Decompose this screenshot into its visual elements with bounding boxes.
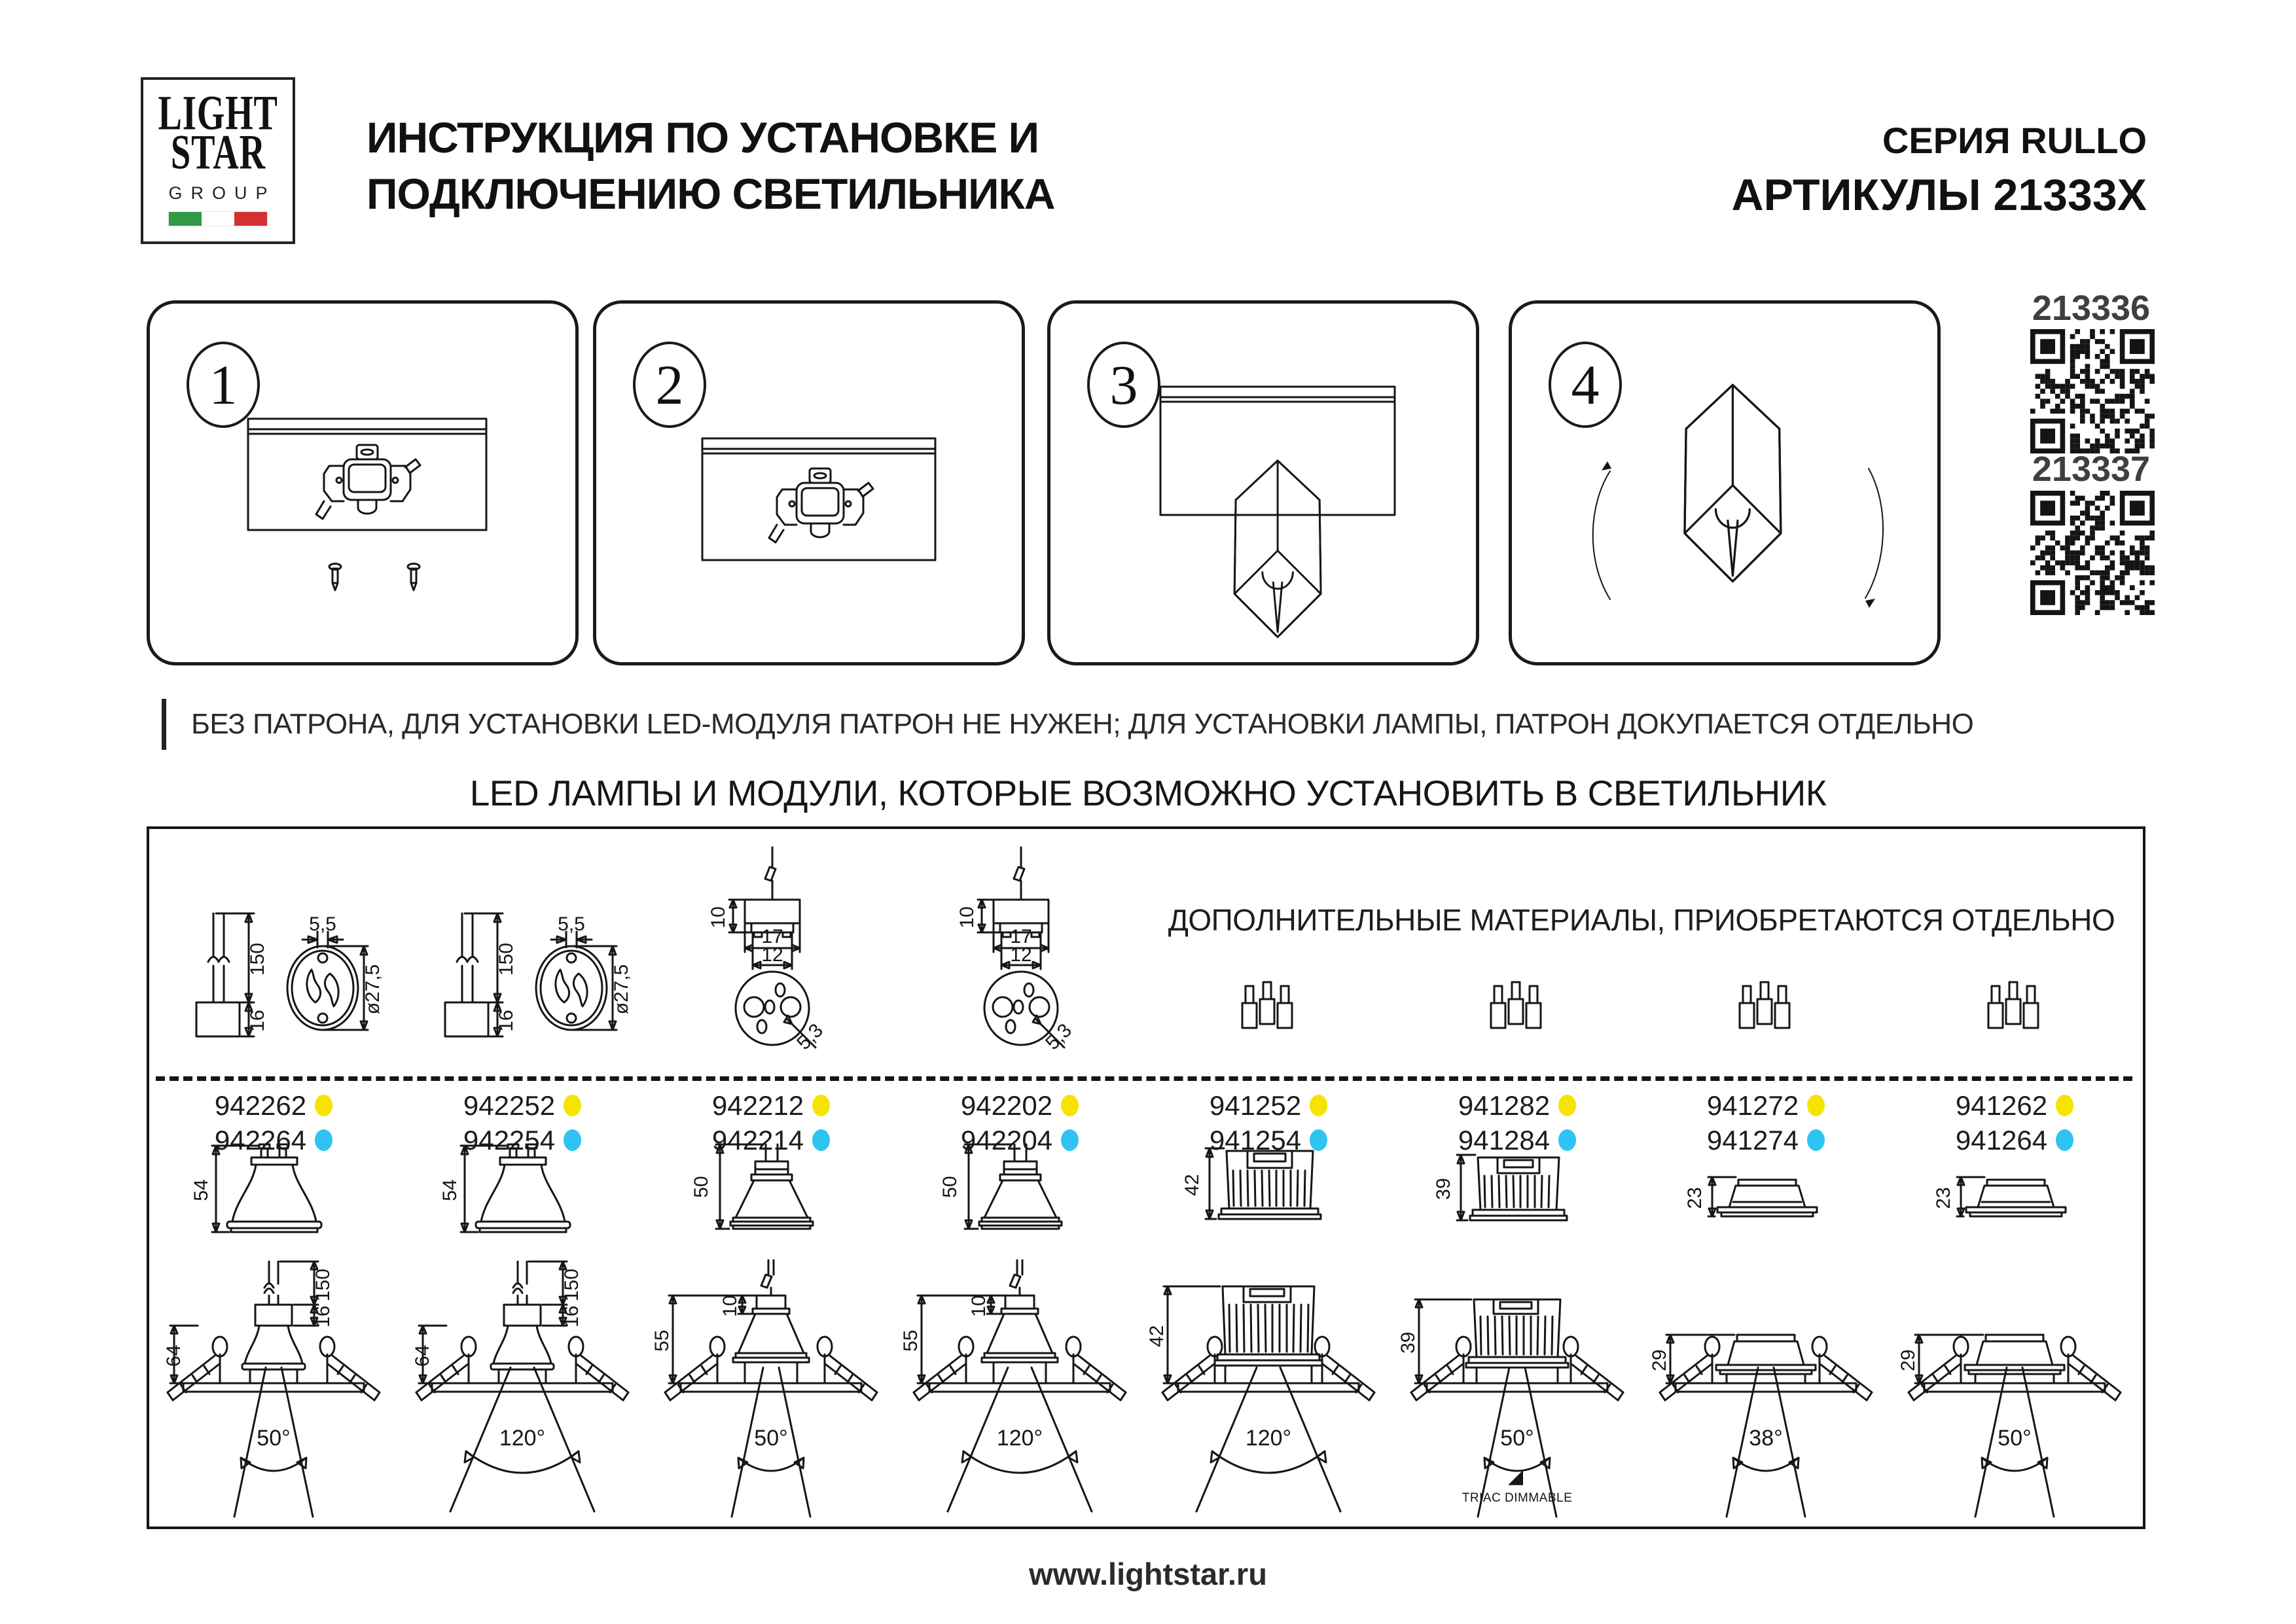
flag-green xyxy=(169,212,202,226)
install-drawing xyxy=(149,1258,398,1526)
dim-label: 10 xyxy=(968,1295,990,1317)
series-articles: АРТИКУЛЫ 21333X xyxy=(1731,170,2147,220)
dim-label: 17 xyxy=(761,926,783,947)
cool-color-dot xyxy=(1558,1129,1576,1151)
gu10-socket-drawing xyxy=(404,904,640,1048)
beam-angle-label: 50° xyxy=(754,1426,788,1451)
install-drawing xyxy=(398,1258,647,1526)
beam-angle-label: 120° xyxy=(996,1426,1043,1451)
dim-label: 42 xyxy=(1146,1325,1168,1347)
mr16-socket-drawing xyxy=(902,842,1138,1058)
install-drawing xyxy=(895,1258,1144,1526)
mr16-lamp-drawing xyxy=(902,1143,1138,1254)
cool-color-dot xyxy=(812,1129,830,1151)
install-drawing xyxy=(1393,1258,1641,1526)
article-list xyxy=(895,1088,1144,1157)
lamps-modules-panel xyxy=(147,826,2145,1529)
dim-label: 16 xyxy=(561,1305,583,1328)
article-number: 942202 xyxy=(960,1089,1053,1121)
dim-label: 17 xyxy=(1010,926,1032,947)
article-row xyxy=(1458,1123,1576,1157)
series-name: СЕРИЯ RULLO xyxy=(1882,120,2147,161)
dim-label: 64 xyxy=(412,1345,433,1367)
logo-line-star: STAR xyxy=(170,124,266,179)
article-number: 942252 xyxy=(463,1089,556,1121)
qr-code-213337 xyxy=(2030,491,2155,615)
socket-note: БЕЗ ПАТРОНА, ДЛЯ УСТАНОВКИ LED-МОДУЛЯ ПАТРОН НЕ НУЖЕН; ДЛЯ УСТАНОВКИ ЛАМПЫ, ПАТРОН ДОКУПАЕТСЯ ОТДЕЛЬНО xyxy=(191,708,1974,740)
page-title-line2: ПОДКЛЮЧЕНИЮ СВЕТИЛЬНИКА xyxy=(367,169,1055,218)
logo-line-light: LIGHT xyxy=(158,86,278,141)
dim-label: 16 xyxy=(247,1010,268,1032)
dim-label: 42 xyxy=(1181,1174,1203,1196)
dashed-divider xyxy=(156,1076,2132,1081)
dim-label: 150 xyxy=(561,1268,583,1302)
page-title xyxy=(367,110,1055,222)
beam-angle-label: 50° xyxy=(1500,1426,1534,1451)
article-list xyxy=(398,1088,647,1157)
install-step-3 xyxy=(1047,300,1479,665)
led-module-drawing xyxy=(1151,1143,1386,1254)
dim-label: 50 xyxy=(691,1176,712,1198)
article-number: 941274 xyxy=(1706,1124,1799,1156)
dim-label: 64 xyxy=(163,1345,185,1367)
dim-label: 10 xyxy=(719,1295,741,1317)
dim-label: 39 xyxy=(1397,1332,1419,1354)
dim-label: 12 xyxy=(1010,944,1032,966)
article-list xyxy=(1890,1088,2139,1157)
install-step-2 xyxy=(593,300,1025,665)
article-row xyxy=(463,1088,581,1123)
article-number: 942212 xyxy=(711,1089,804,1121)
cool-color-dot xyxy=(564,1129,581,1151)
article-row xyxy=(961,1088,1079,1123)
dim-label: ø27,5 xyxy=(362,964,384,1015)
dim-label: 16 xyxy=(312,1305,334,1328)
article-number: 941282 xyxy=(1458,1089,1551,1121)
dim-label: 10 xyxy=(708,906,729,928)
step-number-3: 3 xyxy=(1087,342,1160,428)
article-list xyxy=(149,1088,398,1157)
install-drawing xyxy=(1144,1258,1393,1526)
article-number: 941272 xyxy=(1706,1089,1799,1121)
warm-color-dot xyxy=(564,1095,581,1116)
article-row xyxy=(215,1088,332,1123)
dim-label: ø27,5 xyxy=(611,964,632,1015)
dim-label: 39 xyxy=(1433,1178,1454,1200)
mr16-lamp-drawing xyxy=(653,1143,889,1254)
dim-label: 23 xyxy=(1933,1187,1954,1209)
beam-angle-label: 120° xyxy=(1245,1426,1292,1451)
warm-color-dot xyxy=(2056,1095,2073,1116)
warm-color-dot xyxy=(1807,1095,1825,1116)
section-title: LED ЛАМПЫ И МОДУЛИ, КОТОРЫЕ ВОЗМОЖНО УСТАНОВИТЬ В СВЕТИЛЬНИК xyxy=(469,773,1827,813)
article-list xyxy=(1641,1088,1890,1157)
article-row xyxy=(1210,1123,1327,1157)
page-title-line1: ИНСТРУКЦИЯ ПО УСТАНОВКЕ И xyxy=(367,113,1039,162)
logo-line-group: GROUP xyxy=(168,183,276,203)
flag-white xyxy=(202,212,234,226)
cool-color-dot xyxy=(1310,1129,1327,1151)
terminal-connector-icon xyxy=(1486,978,1549,1033)
qr-code-213336 xyxy=(2030,329,2155,453)
dim-label: 54 xyxy=(190,1179,212,1201)
product-code-2: 213337 xyxy=(2032,450,2151,489)
article-row xyxy=(712,1123,830,1157)
gu10-lamp-drawing xyxy=(404,1143,640,1254)
cool-color-dot xyxy=(2056,1129,2073,1151)
led-module-drawing xyxy=(1897,1143,2132,1254)
step-number-2: 2 xyxy=(633,342,706,428)
website-url: www.lightstar.ru xyxy=(1029,1557,1267,1591)
flag-red xyxy=(234,212,267,226)
beam-angle-label: 50° xyxy=(257,1426,291,1451)
dim-label: 23 xyxy=(1684,1187,1706,1209)
warm-color-dot xyxy=(315,1095,332,1116)
terminal-connector-icon xyxy=(1734,978,1797,1033)
article-number: 941262 xyxy=(1955,1089,2048,1121)
note-divider-bar xyxy=(162,699,166,750)
install-step-4 xyxy=(1509,300,1941,665)
article-row xyxy=(1458,1088,1576,1123)
article-list xyxy=(1393,1088,1641,1157)
cool-color-dot xyxy=(315,1129,332,1151)
product-code-1: 213336 xyxy=(2032,289,2151,328)
dimmable-triangle-icon: ◢ xyxy=(1508,1466,1524,1487)
article-row xyxy=(1707,1123,1825,1157)
cool-color-dot xyxy=(1061,1129,1079,1151)
extra-materials-note: ДОПОЛНИТЕЛЬНЫЕ МАТЕРИАЛЫ, ПРИОБРЕТАЮТСЯ ОТДЕЛЬНО xyxy=(1168,903,2115,937)
article-row xyxy=(1210,1088,1327,1123)
article-number: 941252 xyxy=(1209,1089,1302,1121)
dim-label: 29 xyxy=(1897,1349,1919,1371)
beam-angle-label: 50° xyxy=(1998,1426,2032,1451)
dim-label: 150 xyxy=(247,942,268,976)
article-row xyxy=(1707,1088,1825,1123)
mr16-socket-drawing xyxy=(653,842,889,1058)
led-module-drawing xyxy=(1399,1143,1635,1254)
article-number: 942214 xyxy=(711,1124,804,1156)
article-row xyxy=(215,1123,332,1157)
warm-color-dot xyxy=(812,1095,830,1116)
article-number: 941264 xyxy=(1955,1124,2048,1156)
install-drawing xyxy=(1890,1258,2139,1526)
warm-color-dot xyxy=(1310,1095,1327,1116)
article-row xyxy=(712,1088,830,1123)
terminal-connector-icon xyxy=(1237,978,1300,1033)
article-row xyxy=(1956,1088,2073,1123)
beam-angle-label: 38° xyxy=(1749,1426,1783,1451)
dim-label: 50 xyxy=(939,1176,961,1198)
article-number: 942262 xyxy=(214,1089,307,1121)
install-drawing xyxy=(1641,1258,1890,1526)
italian-flag-icon xyxy=(168,211,268,226)
dim-label: 55 xyxy=(651,1330,673,1352)
article-list xyxy=(647,1088,895,1157)
cool-color-dot xyxy=(1807,1129,1825,1151)
install-drawing xyxy=(647,1258,895,1526)
article-list xyxy=(1144,1088,1393,1157)
article-number: 942204 xyxy=(960,1124,1053,1156)
step-number-1: 1 xyxy=(187,342,260,428)
dim-label: 5,5 xyxy=(558,913,585,935)
led-module-drawing xyxy=(1648,1143,1884,1254)
step-number-4: 4 xyxy=(1549,342,1622,428)
dim-label: 55 xyxy=(900,1330,922,1352)
warm-color-dot xyxy=(1061,1095,1079,1116)
dim-label: 5,5 xyxy=(309,913,336,935)
article-number: 941284 xyxy=(1458,1124,1551,1156)
dim-label: 16 xyxy=(495,1010,517,1032)
article-number: 941254 xyxy=(1209,1124,1302,1156)
warm-color-dot xyxy=(1558,1095,1576,1116)
dim-label: 5,3 xyxy=(793,1019,828,1055)
dim-label: 12 xyxy=(761,944,783,966)
dim-label: 150 xyxy=(495,942,517,976)
article-number: 942254 xyxy=(463,1124,556,1156)
series-block xyxy=(1440,119,2147,221)
install-step-1 xyxy=(147,300,579,665)
article-row xyxy=(961,1123,1079,1157)
article-number: 942264 xyxy=(214,1124,307,1156)
dim-label: 150 xyxy=(312,1268,334,1302)
dim-label: 5,3 xyxy=(1041,1019,1077,1055)
article-row xyxy=(463,1123,581,1157)
dim-label: 29 xyxy=(1649,1349,1670,1371)
dim-label: 10 xyxy=(956,906,978,928)
beam-angle-label: 120° xyxy=(499,1426,546,1451)
triac-dimmable-label: TRIAC DIMMABLE xyxy=(1462,1491,1573,1505)
gu10-socket-drawing xyxy=(156,904,391,1048)
gu10-lamp-drawing xyxy=(156,1143,391,1254)
dim-label: 54 xyxy=(439,1179,461,1201)
terminal-connector-icon xyxy=(1983,978,2046,1033)
lightstar-logo xyxy=(141,77,295,244)
article-row xyxy=(1956,1123,2073,1157)
